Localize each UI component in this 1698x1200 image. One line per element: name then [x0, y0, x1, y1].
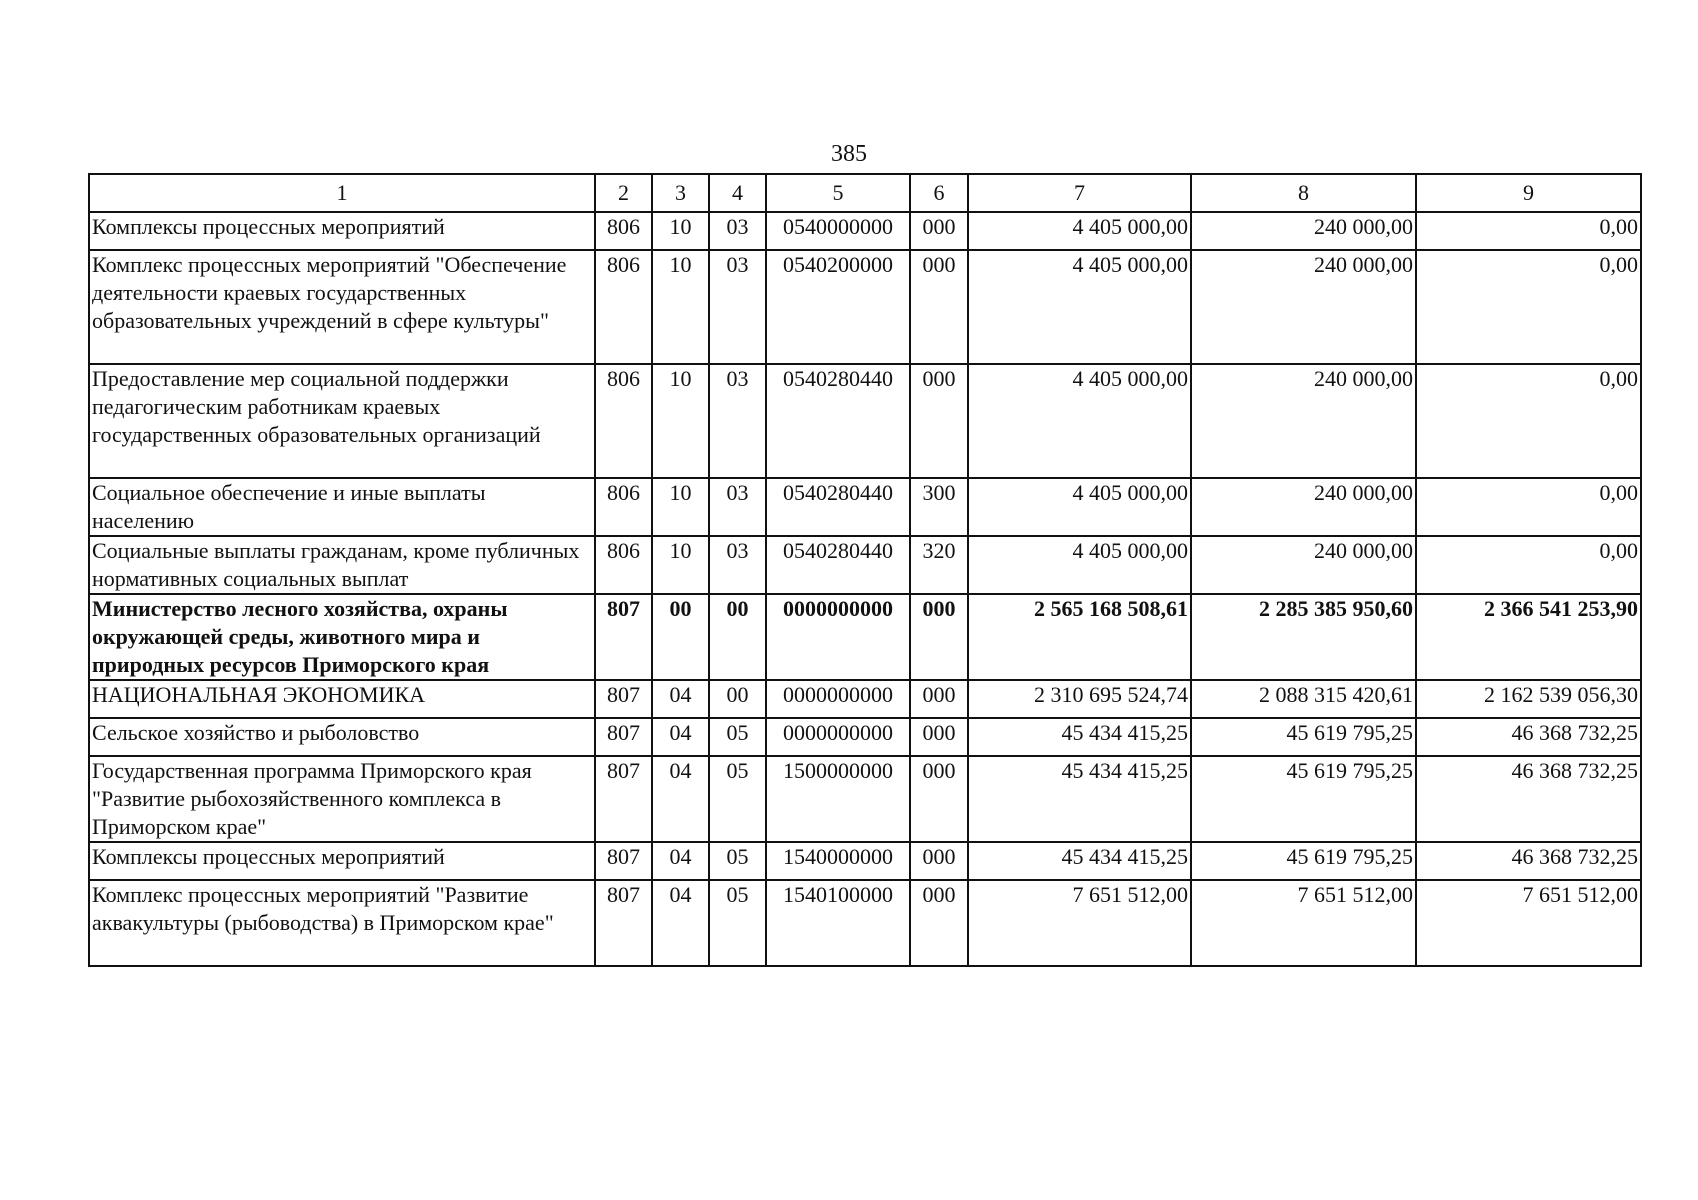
table-row: [89, 756, 1641, 842]
header-cell: 4: [709, 174, 766, 212]
code-cell: 10: [652, 250, 709, 364]
code-cell: 000: [910, 594, 968, 680]
row-name-cell: Комплекс процессных мероприятий "Обеспечение деятельности краевых государственных образовательных учреждений в сфере культуры": [89, 250, 595, 364]
amount-cell: 7 651 512,00: [1191, 880, 1416, 966]
code-cell: 03: [709, 212, 766, 250]
code-cell: 10: [652, 364, 709, 478]
code-cell: 0000000000: [766, 680, 910, 718]
code-cell: 807: [595, 756, 652, 842]
code-cell: 807: [595, 718, 652, 756]
code-cell: 00: [709, 594, 766, 680]
table-row: [89, 478, 1641, 536]
code-cell: 000: [910, 718, 968, 756]
row-name-cell: Предоставление мер социальной поддержки педагогическим работникам краевых государственных образовательных организаций: [89, 364, 595, 478]
code-cell: 10: [652, 536, 709, 594]
code-cell: 04: [652, 880, 709, 966]
table-row: [89, 842, 1641, 880]
amount-cell: 4 405 000,00: [968, 478, 1191, 536]
code-cell: 04: [652, 756, 709, 842]
header-cell: 1: [89, 174, 595, 212]
amount-cell: 7 651 512,00: [968, 880, 1191, 966]
table-row: [89, 594, 1641, 680]
code-cell: 10: [652, 212, 709, 250]
amount-cell: 0,00: [1416, 250, 1641, 364]
amount-cell: 2 162 539 056,30: [1416, 680, 1641, 718]
code-cell: 1540000000: [766, 842, 910, 880]
code-cell: 807: [595, 594, 652, 680]
amount-cell: 46 368 732,25: [1416, 718, 1641, 756]
row-name-cell: Комплексы процессных мероприятий: [89, 842, 595, 880]
amount-cell: 4 405 000,00: [968, 536, 1191, 594]
amount-cell: 240 000,00: [1191, 212, 1416, 250]
code-cell: 806: [595, 364, 652, 478]
code-cell: 000: [910, 680, 968, 718]
amount-cell: 0,00: [1416, 212, 1641, 250]
amount-cell: 2 088 315 420,61: [1191, 680, 1416, 718]
code-cell: 000: [910, 250, 968, 364]
budget-table: [88, 173, 1642, 967]
row-name-cell: НАЦИОНАЛЬНАЯ ЭКОНОМИКА: [89, 680, 595, 718]
amount-cell: 45 434 415,25: [968, 842, 1191, 880]
amount-cell: 2 310 695 524,74: [968, 680, 1191, 718]
code-cell: 000: [910, 842, 968, 880]
code-cell: 000: [910, 756, 968, 842]
amount-cell: 4 405 000,00: [968, 212, 1191, 250]
code-cell: 03: [709, 364, 766, 478]
code-cell: 03: [709, 478, 766, 536]
table-row: [89, 880, 1641, 966]
row-name-cell: Сельское хозяйство и рыболовство: [89, 718, 595, 756]
code-cell: 000: [910, 364, 968, 478]
header-cell: 8: [1191, 174, 1416, 212]
amount-cell: 0,00: [1416, 536, 1641, 594]
code-cell: 806: [595, 250, 652, 364]
code-cell: 04: [652, 680, 709, 718]
code-cell: 1500000000: [766, 756, 910, 842]
table-row: [89, 212, 1641, 250]
code-cell: 000: [910, 880, 968, 966]
code-cell: 04: [652, 842, 709, 880]
code-cell: 300: [910, 478, 968, 536]
code-cell: 320: [910, 536, 968, 594]
code-cell: 0540200000: [766, 250, 910, 364]
code-cell: 05: [709, 842, 766, 880]
row-name-cell: Министерство лесного хозяйства, охраны окружающей среды, животного мира и природных ресурсов Приморского края: [89, 594, 595, 680]
amount-cell: 45 619 795,25: [1191, 718, 1416, 756]
code-cell: 0000000000: [766, 594, 910, 680]
amount-cell: 45 619 795,25: [1191, 842, 1416, 880]
row-name-cell: Государственная программа Приморского края "Развитие рыбохозяйственного комплекса в Приморском крае": [89, 756, 595, 842]
header-cell: 6: [910, 174, 968, 212]
code-cell: 03: [709, 536, 766, 594]
amount-cell: 240 000,00: [1191, 364, 1416, 478]
code-cell: 00: [709, 680, 766, 718]
code-cell: 806: [595, 478, 652, 536]
code-cell: 807: [595, 880, 652, 966]
amount-cell: 45 434 415,25: [968, 756, 1191, 842]
amount-cell: 2 366 541 253,90: [1416, 594, 1641, 680]
amount-cell: 7 651 512,00: [1416, 880, 1641, 966]
amount-cell: 45 619 795,25: [1191, 756, 1416, 842]
header-cell: 2: [595, 174, 652, 212]
row-name-cell: Комплексы процессных мероприятий: [89, 212, 595, 250]
header-cell: 5: [766, 174, 910, 212]
table-row: [89, 536, 1641, 594]
code-cell: 0540280440: [766, 478, 910, 536]
amount-cell: 2 285 385 950,60: [1191, 594, 1416, 680]
code-cell: 05: [709, 718, 766, 756]
amount-cell: 4 405 000,00: [968, 364, 1191, 478]
code-cell: 807: [595, 680, 652, 718]
row-name-cell: Социальное обеспечение и иные выплаты населению: [89, 478, 595, 536]
code-cell: 806: [595, 212, 652, 250]
amount-cell: 2 565 168 508,61: [968, 594, 1191, 680]
code-cell: 05: [709, 756, 766, 842]
code-cell: 10: [652, 478, 709, 536]
amount-cell: 0,00: [1416, 364, 1641, 478]
code-cell: 1540100000: [766, 880, 910, 966]
code-cell: 03: [709, 250, 766, 364]
header-cell: 9: [1416, 174, 1641, 212]
code-cell: 05: [709, 880, 766, 966]
code-cell: 0000000000: [766, 718, 910, 756]
amount-cell: 240 000,00: [1191, 478, 1416, 536]
table-row: [89, 364, 1641, 478]
header-cell: 3: [652, 174, 709, 212]
row-name-cell: Социальные выплаты гражданам, кроме публичных нормативных социальных выплат: [89, 536, 595, 594]
code-cell: 00: [652, 594, 709, 680]
amount-cell: 4 405 000,00: [968, 250, 1191, 364]
table-row: [89, 250, 1641, 364]
amount-cell: 240 000,00: [1191, 536, 1416, 594]
header-row: [89, 174, 1641, 212]
amount-cell: 240 000,00: [1191, 250, 1416, 364]
code-cell: 807: [595, 842, 652, 880]
code-cell: 000: [910, 212, 968, 250]
code-cell: 806: [595, 536, 652, 594]
amount-cell: 45 434 415,25: [968, 718, 1191, 756]
code-cell: 04: [652, 718, 709, 756]
table-row: [89, 718, 1641, 756]
code-cell: 0540280440: [766, 536, 910, 594]
amount-cell: 46 368 732,25: [1416, 756, 1641, 842]
code-cell: 0540280440: [766, 364, 910, 478]
row-name-cell: Комплекс процессных мероприятий "Развитие аквакультуры (рыбоводства) в Приморском крае": [89, 880, 595, 966]
amount-cell: 0,00: [1416, 478, 1641, 536]
header-cell: 7: [968, 174, 1191, 212]
amount-cell: 46 368 732,25: [1416, 842, 1641, 880]
page-number: 385: [831, 141, 867, 167]
code-cell: 0540000000: [766, 212, 910, 250]
table-row: [89, 680, 1641, 718]
